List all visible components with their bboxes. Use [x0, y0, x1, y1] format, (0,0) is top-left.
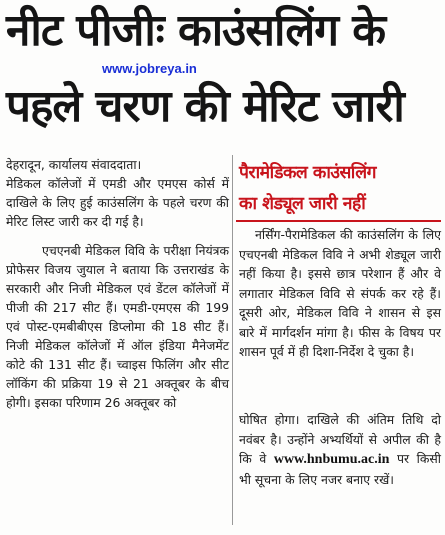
- sidebar-headline-line-2: का शेड्यूल जारी नहीं: [239, 194, 366, 214]
- sidebar-headline-line-1: पैरामेडिकल काउंसलिंग: [239, 163, 377, 183]
- watermark: www.jobreya.in: [102, 61, 197, 76]
- article-paragraph-2: एचएनबी मेडिकल विवि के परीक्षा नियंत्रक प्रोफेसर विजय जुयाल ने बताया कि उत्तराखंड के सरकारी और निजी मेडिकल एवं डेंटल कॉलेजों में पीजी की 217 सीट हैं। एमडी-एमएस की 199 एवं पोस्ट-एमबीबीएस डिप्लोमा की 18 सीट हैं। निजी मेडिकल कॉलेजों में ऑल इंडिया मैनेजमेंट कोटे की 131 सीट हैं। च्वाइस फिलिंग और सीट लॉकिंग की प्रक्रिया 19 से 21 अक्तूबर के बीच होगी। इसका परिणाम 26 अक्तूबर को: [6, 243, 229, 410]
- byline: देहरादून, कार्यालय संवाददाता।: [6, 157, 142, 172]
- article-paragraph-1: मेडिकल कॉलेजों में एमडी और एमएस कोर्स में दाखिले के लिए हुई काउंसलिंग के पहले चरण की मेरिट लिस्ट जारी कर दी गई है।: [6, 176, 229, 229]
- website-url: www.hnbumu.ac.in: [273, 452, 390, 467]
- sidebar-headline: [239, 158, 441, 220]
- right-column-continuation: [239, 410, 441, 489]
- left-column: [6, 155, 229, 412]
- sidebar-paragraph: नर्सिंग-पैरामेडिकल की काउंसलिंग के लिए एचएनबी मेडिकल विवि ने अभी शेड्यूल जारी नहीं किया है। इससे छात्र परेशान हैं और वे लगातार मेडिकल विवि से संपर्क कर रहे हैं। दूसरी ओर, मेडिकल विवि ने शासन से इस बारे में मार्गदर्शन मांगा है। फीस के विषय पर शासन पूर्व में ही दिशा-निर्देश दे चुका है।: [239, 227, 441, 359]
- column-divider: [232, 155, 233, 525]
- sidebar-headline-rule: [236, 220, 441, 222]
- continuation-text-after-url: पर किसी भी सूचना के लिए नजर बनाए रखें।: [239, 451, 441, 487]
- sidebar-story: [239, 225, 441, 362]
- continuation-paragraph: [239, 410, 441, 489]
- continuation-text-before-url: घोषित होगा। दाखिले की अंतिम तिथि दो नवंबर है। उन्होंने अभ्यर्थियों से अपील की है कि वे: [239, 412, 441, 466]
- headline-line-2: पहले चरण की मेरिट जारी: [6, 81, 404, 132]
- headline-line-1: नीट पीजीः काउंसलिंग के: [6, 5, 386, 56]
